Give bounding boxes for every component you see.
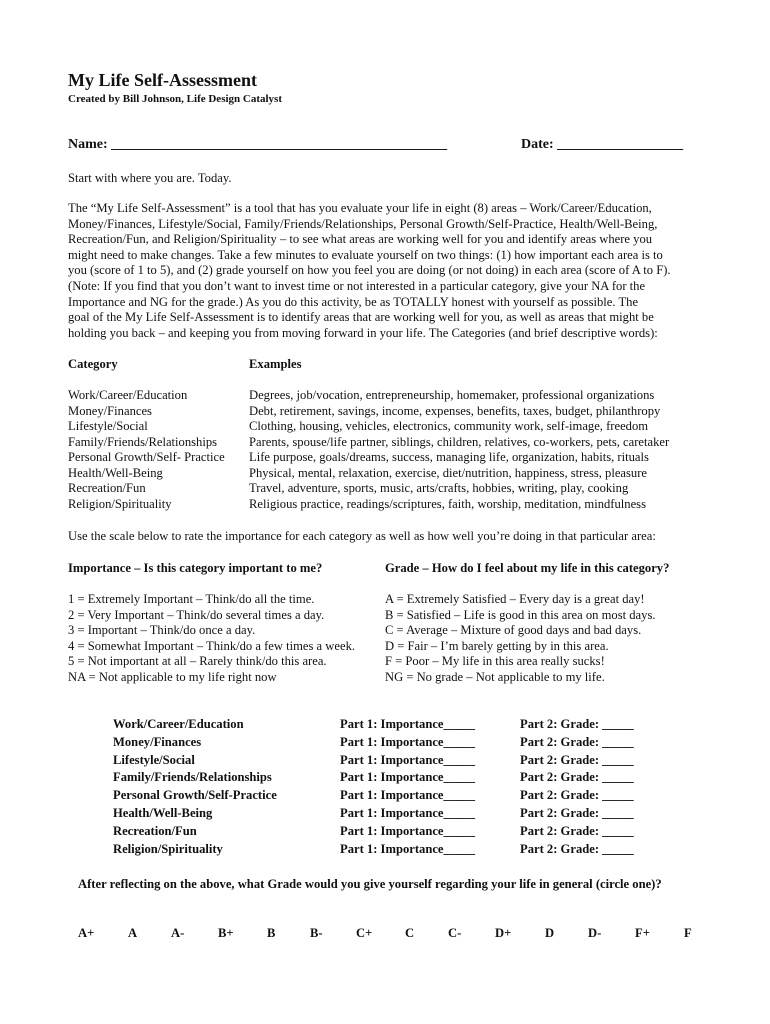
importance-header: Importance – Is this category important to me? (68, 561, 323, 575)
intro-line: Start with where you are. Today. (68, 171, 232, 185)
category-name: Money/Finances (68, 403, 152, 418)
form-category-label: Money/Finances (113, 734, 202, 749)
importance-blank-field[interactable]: Part 1: Importance_____ (340, 734, 476, 749)
grade-option[interactable]: A+ (78, 926, 95, 940)
grade-item: C = Average – Mixture of good days and bad days. (385, 623, 642, 638)
form-category-label: Lifestyle/Social (113, 752, 195, 767)
importance-item: 5 = Not important at all – Rarely think/do this area. (68, 654, 327, 669)
form-category-column (113, 716, 277, 858)
importance-item: 1 = Extremely Important – Think/do all the time. (68, 592, 315, 606)
overall-grade-question: After reflecting on the above, what Grade would you give yourself regarding your life in general (circle one)? (78, 877, 662, 891)
grade-item: B = Satisfied – Life is good in this area on most days. (385, 607, 656, 622)
paragraph-line: you (score of 1 to 5), and (2) grade yourself on how you feel you are doing (or not doing) in each area (score of A to F). (68, 263, 671, 278)
category-examples: Life purpose, goals/dreams, success, managing life, organization, habits, rituals (249, 450, 649, 464)
examples-list (249, 388, 669, 512)
importance-item: 4 = Somewhat Important – Think/do a few times a week. (68, 638, 356, 653)
paragraph-line: holding you back – and keeping you from moving forward in your life. The Categories (and brief descriptive words): (68, 325, 658, 340)
grade-option[interactable]: C- (448, 926, 462, 940)
importance-blank-field[interactable]: Part 1: Importance_____ (340, 841, 476, 856)
grade-blank-field[interactable]: Part 2: Grade: _____ (520, 717, 634, 731)
grade-option[interactable]: F+ (635, 926, 650, 940)
category-examples: Parents, spouse/life partner, siblings, children, relatives, co-workers, pets, caretaker (249, 434, 670, 449)
category-list (68, 388, 225, 512)
grade-option[interactable]: A (128, 926, 138, 940)
category-name: Personal Growth/Self- Practice (68, 450, 225, 464)
form-category-label: Religion/Spirituality (113, 841, 223, 856)
grade-scale (385, 592, 656, 686)
grade-option[interactable]: F (684, 926, 692, 940)
grade-item: NG = No grade – Not applicable to my life. (385, 669, 605, 684)
grade-blank-field[interactable]: Part 2: Grade: _____ (520, 805, 634, 820)
page-title: My Life Self-Assessment (68, 70, 257, 90)
category-examples: Physical, mental, relaxation, exercise, diet/nutrition, happiness, stress, pleasure (249, 465, 647, 480)
category-examples: Debt, retirement, savings, income, expenses, benefits, taxes, budget, philanthropy (249, 403, 661, 418)
category-column-header: Category (68, 357, 118, 371)
grade-option[interactable]: B+ (218, 926, 234, 940)
date-field[interactable]: Date: __________________ (521, 137, 684, 152)
form-importance-column (340, 716, 475, 858)
name-field[interactable]: Name: ________________________________________________ (68, 137, 448, 152)
grade-blank-field[interactable]: Part 2: Grade: _____ (520, 752, 634, 767)
grade-header: Grade – How do I feel about my life in this category? (385, 561, 670, 575)
intro-paragraph (68, 201, 708, 341)
form-category-label: Health/Well-Being (113, 805, 213, 820)
category-name: Recreation/Fun (68, 481, 146, 495)
grade-option[interactable]: B- (310, 926, 323, 940)
grade-blank-field[interactable]: Part 2: Grade: _____ (520, 841, 634, 856)
importance-blank-field[interactable]: Part 1: Importance_____ (340, 805, 476, 820)
overall-grade-options (0, 926, 770, 946)
grade-option[interactable]: D (545, 926, 555, 940)
scale-instructions: Use the scale below to rate the importance for each category as well as how well you’re doing in that particular area: (68, 529, 656, 543)
importance-blank-field[interactable]: Part 1: Importance_____ (340, 717, 476, 731)
category-name: Work/Career/Education (68, 388, 188, 402)
importance-blank-field[interactable]: Part 1: Importance_____ (340, 788, 476, 803)
grade-blank-field[interactable]: Part 2: Grade: _____ (520, 788, 634, 803)
category-name: Religion/Spirituality (68, 496, 172, 511)
grade-option[interactable]: A- (171, 926, 185, 940)
grade-item: A = Extremely Satisfied – Every day is a great day! (385, 592, 645, 606)
paragraph-line: Recreation/Fun, and Religion/Spirituality – to see what areas are working well for you and identify areas where you (68, 232, 653, 247)
category-name: Health/Well-Being (68, 465, 163, 480)
category-examples: Religious practice, readings/scriptures, faith, worship, meditation, mindfulness (249, 496, 646, 511)
form-category-label: Recreation/Fun (113, 823, 197, 838)
grade-option[interactable]: C (405, 926, 415, 940)
category-examples: Travel, adventure, sports, music, arts/crafts, hobbies, writing, play, cooking (249, 481, 629, 495)
form-category-label: Work/Career/Education (113, 717, 244, 731)
form-category-label: Personal Growth/Self-Practice (113, 788, 277, 803)
grade-blank-field[interactable]: Part 2: Grade: _____ (520, 734, 634, 749)
category-examples: Degrees, job/vocation, entrepreneurship, homemaker, professional organizations (249, 388, 655, 402)
grade-blank-field[interactable]: Part 2: Grade: _____ (520, 823, 634, 838)
paragraph-line: might need to make changes. Take a few minutes to evaluate yourself on two things: (1) how important each area is to (68, 247, 663, 262)
importance-item: 3 = Important – Think/do once a day. (68, 623, 256, 638)
importance-blank-field[interactable]: Part 1: Importance_____ (340, 770, 476, 785)
paragraph-line: Importance and NG for the grade.) As you do this activity, be as TOTALLY honest with yourself as possible. The (68, 294, 639, 309)
paragraph-line: goal of the My Life Self-Assessment is to identify areas that are working well for you, as well as areas that might be (68, 310, 654, 325)
form-grade-column (520, 716, 634, 858)
paragraph-line: Money/Finances, Lifestyle/Social, Family/Friends/Relationships, Personal Growth/Self-Practice, Health/Well-Being, (68, 216, 658, 231)
importance-blank-field[interactable]: Part 1: Importance_____ (340, 823, 476, 838)
examples-column-header: Examples (249, 357, 302, 371)
category-name: Family/Friends/Relationships (68, 434, 218, 449)
grade-option[interactable]: D- (588, 926, 602, 940)
category-name: Lifestyle/Social (68, 419, 148, 433)
category-examples: Clothing, housing, vehicles, electronics, community work, self-image, freedom (249, 419, 649, 433)
grade-item: F = Poor – My life in this area really sucks! (385, 654, 605, 669)
grade-item: D = Fair – I’m barely getting by in this area. (385, 638, 609, 653)
grade-option[interactable]: B (267, 926, 276, 940)
grade-option[interactable]: D+ (495, 926, 512, 940)
paragraph-line: The “My Life Self-Assessment” is a tool that has you evaluate your life in eight (8) areas – Work/Career/Education, (68, 201, 652, 215)
importance-item: 2 = Very Important – Think/do several times a day. (68, 607, 325, 622)
grade-blank-field[interactable]: Part 2: Grade: _____ (520, 770, 634, 785)
importance-blank-field[interactable]: Part 1: Importance_____ (340, 752, 476, 767)
paragraph-line: (Note: If you find that you don’t want to invest time or not interested in a particular category, give your NA for the (68, 278, 646, 293)
importance-item: NA = Not applicable to my life right now (68, 669, 277, 684)
grade-option[interactable]: C+ (356, 926, 373, 940)
form-category-label: Family/Friends/Relationships (113, 770, 272, 785)
page-subtitle: Created by Bill Johnson, Life Design Catalyst (68, 93, 283, 105)
importance-scale (68, 592, 355, 686)
